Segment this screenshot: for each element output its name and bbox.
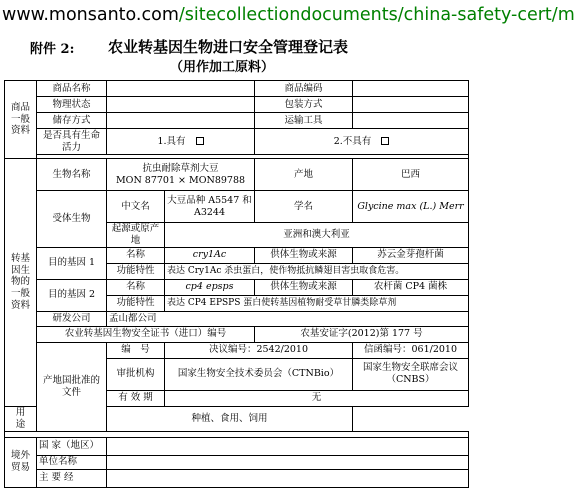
viability-yes	[107, 129, 255, 155]
transport-label: 运输工具	[255, 113, 353, 129]
attachment-label: 附件 2:	[30, 42, 75, 57]
section-product-info: 商品一般资料	[5, 81, 37, 159]
origin-label: 产地	[255, 159, 353, 191]
approval-number-label: 编 号	[107, 342, 165, 358]
gene2-donor-label: 供体生物或来源	[255, 279, 353, 295]
use-label: 用 途	[5, 406, 37, 431]
url-path: /sitecollectiondocuments/china-safety-cert/m	[178, 5, 575, 25]
region-label: 起源或原产地	[107, 223, 165, 248]
certificate-value: 农基安证字(2012)第 177 号	[255, 326, 469, 342]
validity-value: 无	[165, 390, 469, 406]
viability-yes-text: 1.具有	[157, 135, 186, 147]
trade-country-value	[107, 437, 469, 455]
organism-name-line2: MON 87701 × MON89788	[115, 174, 246, 186]
gene2-name-label: 名称	[107, 279, 165, 295]
sci-name-value: Glycine max (L.) Merr	[353, 191, 469, 223]
letter-number: 信函编号：061/2010	[353, 342, 469, 358]
origin-value: 巴西	[353, 159, 469, 191]
region-value: 亚洲和澳大利亚	[165, 223, 469, 248]
sci-name-label: 学名	[255, 191, 353, 223]
trade-main-value	[107, 469, 469, 487]
developer-value: 孟山都公司	[107, 311, 469, 326]
viability-no-text: 2.不具有	[333, 135, 372, 147]
physical-state-value	[107, 97, 255, 113]
approval-label: 产地国批准的文件	[37, 342, 107, 431]
organism-name-value	[107, 159, 255, 191]
gene1-name-label: 名称	[107, 247, 165, 263]
organism-name-line1: 抗虫耐除草剂大豆	[142, 162, 219, 174]
packaging-label: 包装方式	[255, 97, 353, 113]
product-code-label: 商品编码	[255, 81, 353, 97]
section-overseas-trade: 境外贸易	[5, 437, 37, 487]
authority-cnbs: 国家生物安全联席会议（CNBS）	[353, 358, 469, 390]
gene2-name-value: cp4 epsps	[165, 279, 255, 295]
gene1-donor-label: 供体生物或来源	[255, 247, 353, 263]
product-code-value	[353, 81, 469, 97]
validity-label: 有 效 期	[107, 390, 165, 406]
storage-value	[107, 113, 255, 129]
product-name-label: 商品名称	[37, 81, 107, 97]
viability-no	[255, 129, 469, 155]
document-title: 农业转基因生物进口安全管理登记表	[108, 38, 349, 56]
certificate-label: 农业转基因生物安全证书（进口）编号	[37, 326, 255, 342]
document-heading	[0, 34, 470, 78]
gene1-func-label: 功能特性	[107, 263, 165, 279]
viability-label: 是否具有生命活力	[37, 129, 107, 155]
trade-main-label: 主 要 经	[37, 469, 107, 487]
decision-number: 决议编号：2542/2010	[165, 342, 353, 358]
gene1-label: 目的基因 1	[37, 247, 107, 279]
cn-name-label: 中文名	[107, 191, 165, 223]
trade-unit-label: 单位名称	[37, 455, 107, 469]
physical-state-label: 物理状态	[37, 97, 107, 113]
transport-value	[353, 113, 469, 129]
document-subtitle: （用作加工原料）	[170, 60, 275, 75]
url-host: www.monsanto.com	[2, 5, 179, 25]
use-value: 种植、食用、饲用	[107, 406, 353, 431]
recipient-label: 受体生物	[37, 191, 107, 248]
gene2-func-value: 表达 CP4 EPSPS 蛋白使转基因植物耐受草甘膦类除草剂	[165, 295, 469, 311]
gene2-label: 目的基因 2	[37, 279, 107, 311]
packaging-value	[353, 97, 469, 113]
registration-form	[4, 80, 469, 488]
gene1-name-value: cry1Ac	[165, 247, 255, 263]
product-name-value	[107, 81, 255, 97]
gene2-func-label: 功能特性	[107, 295, 165, 311]
organism-name-label: 生物名称	[37, 159, 107, 191]
gene1-donor-value: 苏云金芽孢杆菌	[353, 247, 469, 263]
checkbox-icon	[381, 137, 389, 145]
url-bar	[0, 0, 575, 30]
storage-label: 储存方式	[37, 113, 107, 129]
trade-unit-value	[107, 455, 469, 469]
cn-name-value: 大豆品种 A5547 和 A3244	[165, 191, 255, 223]
trade-country-label: 国 家（地区）	[37, 437, 107, 455]
authority-ctnbio: 国家生物安全技术委员会（CTNBio）	[165, 358, 353, 390]
gene1-func-value: 表达 Cry1Ac 杀虫蛋白，使作物抵抗鳞翅目害虫取食危害。	[165, 263, 469, 279]
authority-label: 审批机构	[107, 358, 165, 390]
section-gmo-info: 转基因生物的一般资料	[5, 159, 37, 407]
gene2-donor-value: 农杆菌 CP4 菌株	[353, 279, 469, 295]
developer-label: 研发公司	[37, 311, 107, 326]
checkbox-icon	[196, 137, 204, 145]
